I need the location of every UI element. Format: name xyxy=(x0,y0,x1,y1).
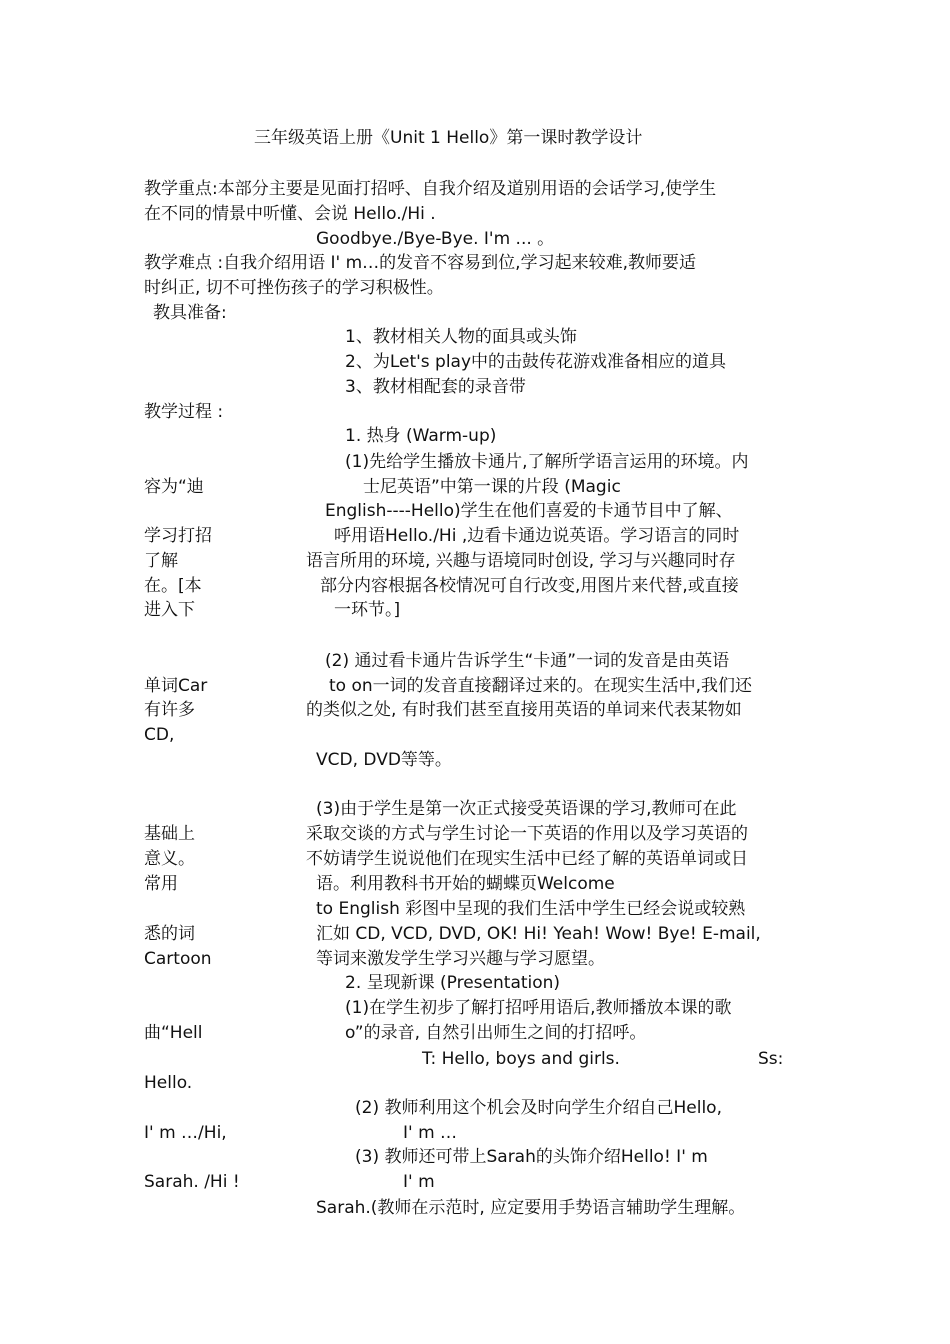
q2-right-fragment: I' m … xyxy=(403,1123,458,1143)
q1-line-1: (1)在学生初步了解打招呼用语后,教师播放本课的歌 xyxy=(345,998,732,1018)
p2-left-fragment: 有许多 xyxy=(144,700,195,720)
p3-right-line: 不妨请学生说说他们在现实生活中已经了解的英语单词或日 xyxy=(306,849,748,869)
p2-right-line: VCD, DVD等等。 xyxy=(316,750,452,770)
p3-right-line: 等词来激发学生学习兴趣与学习愿望。 xyxy=(316,949,605,969)
p3-right-line: (3)由于学生是第一次正式接受英语课的学习,教师可在此 xyxy=(316,799,737,819)
p3-left-fragment: Cartoon xyxy=(144,949,212,969)
page-title: 三年级英语上册《Unit 1 Hello》第一课时教学设计 xyxy=(254,128,643,148)
step-1-heading: 1. 热身 (Warm-up) xyxy=(345,426,497,446)
difficulty-line-1: 教学难点 :自我介绍用语 I' m…的发音不容易到位,学习起来较难,教师要适 xyxy=(144,253,696,273)
p1-right-line: 呼用语Hello./Hi ,边看卡通边说英语。学习语言的同时 xyxy=(334,526,740,546)
p1-right-line: 一环节。] xyxy=(334,600,401,620)
p3-right-line: 采取交谈的方式与学生讨论一下英语的作用以及学习英语的 xyxy=(306,824,748,844)
p1-right-line: English----Hello)学生在他们喜爱的卡通节目中了解、 xyxy=(325,501,733,521)
p1-left-fragment: 容为“迪 xyxy=(144,477,204,497)
focus-line-3: Goodbye./Bye-Bye. I'm ... 。 xyxy=(316,229,555,249)
q1-teacher-line: T: Hello, boys and girls. xyxy=(422,1049,620,1069)
tools-item: 1、教材相关人物的面具或头饰 xyxy=(345,327,577,347)
tools-item: 3、教材相配套的录音带 xyxy=(345,377,526,397)
p2-right-line: 的类似之处, 有时我们甚至直接用英语的单词来代表某物如 xyxy=(306,700,742,720)
p2-left-fragment: 单词Car xyxy=(144,676,208,696)
p1-left-fragment: 学习打招 xyxy=(144,526,212,546)
p3-left-fragment: 常用 xyxy=(144,874,178,894)
p3-left-fragment: 基础上 xyxy=(144,824,195,844)
q2-left-fragment: I' m …/Hi, xyxy=(144,1123,227,1143)
q1-line-2: o”的录音, 自然引出师生之间的打招呼。 xyxy=(345,1023,647,1043)
tools-heading: 教具准备: xyxy=(153,303,227,323)
focus-line-1: 教学重点:本部分主要是见面打招呼、自我介绍及道别用语的会话学习,使学生 xyxy=(144,179,717,199)
q1-left-fragment: 曲“Hell xyxy=(144,1023,203,1043)
p1-right-line: 语言所用的环境, 兴趣与语境同时创设, 学习与兴趣同时存 xyxy=(306,551,736,571)
p1-right-line: 士尼英语”中第一课的片段 (Magic xyxy=(363,477,621,497)
p1-left-fragment: 了解 xyxy=(144,551,178,571)
q3-right-fragment: I' m xyxy=(403,1172,435,1192)
p3-left-fragment: 意义。 xyxy=(144,849,195,869)
difficulty-line-2: 时纠正, 切不可挫伤孩子的学习积极性。 xyxy=(144,278,444,298)
p2-right-line: (2) 通过看卡通片告诉学生“卡通”一词的发音是由英语 xyxy=(325,651,730,671)
focus-line-2: 在不同的情景中听懂、会说 Hello./Hi . xyxy=(144,204,436,224)
q1-students-label: Ss: xyxy=(758,1049,784,1069)
p1-right-line: (1)先给学生播放卡通片,了解所学语言运用的环境。内 xyxy=(345,452,749,472)
p1-right-line: 部分内容根据各校情况可自行改变,用图片来代替,或直接 xyxy=(320,576,739,596)
p3-right-line: 汇如 CD, VCD, DVD, OK! Hi! Yeah! Wow! Bye! E-mail, xyxy=(316,924,761,944)
q1-students-reply: Hello. xyxy=(144,1073,193,1093)
p3-right-line: to English 彩图中呈现的我们生活中学生已经会说或较熟 xyxy=(316,899,746,919)
p2-left-fragment: CD, xyxy=(144,725,175,745)
q3-left-fragment: Sarah. /Hi ! xyxy=(144,1172,240,1192)
p3-right-line: 语。利用教科书开始的蝴蝶页Welcome xyxy=(316,874,615,894)
q2-line-1: (2) 教师利用这个机会及时向学生介绍自己Hello, xyxy=(355,1098,722,1118)
p2-right-line: to on一词的发音直接翻译过来的。在现实生活中,我们还 xyxy=(329,676,753,696)
q3-line-3: Sarah.(教师在示范时, 应定要用手势语言辅助学生理解。 xyxy=(316,1198,746,1218)
p1-left-fragment: 在。[本 xyxy=(144,576,202,596)
p3-left-fragment: 悉的词 xyxy=(144,924,195,944)
tools-item: 2、为Let's play中的击鼓传花游戏准备相应的道具 xyxy=(345,352,727,372)
step-2-heading: 2. 呈现新课 (Presentation) xyxy=(345,973,561,993)
q3-line-1: (3) 教师还可带上Sarah的头饰介绍Hello! I' m xyxy=(355,1147,708,1167)
process-heading: 教学过程 : xyxy=(144,402,224,422)
p1-left-fragment: 进入下 xyxy=(144,600,195,620)
